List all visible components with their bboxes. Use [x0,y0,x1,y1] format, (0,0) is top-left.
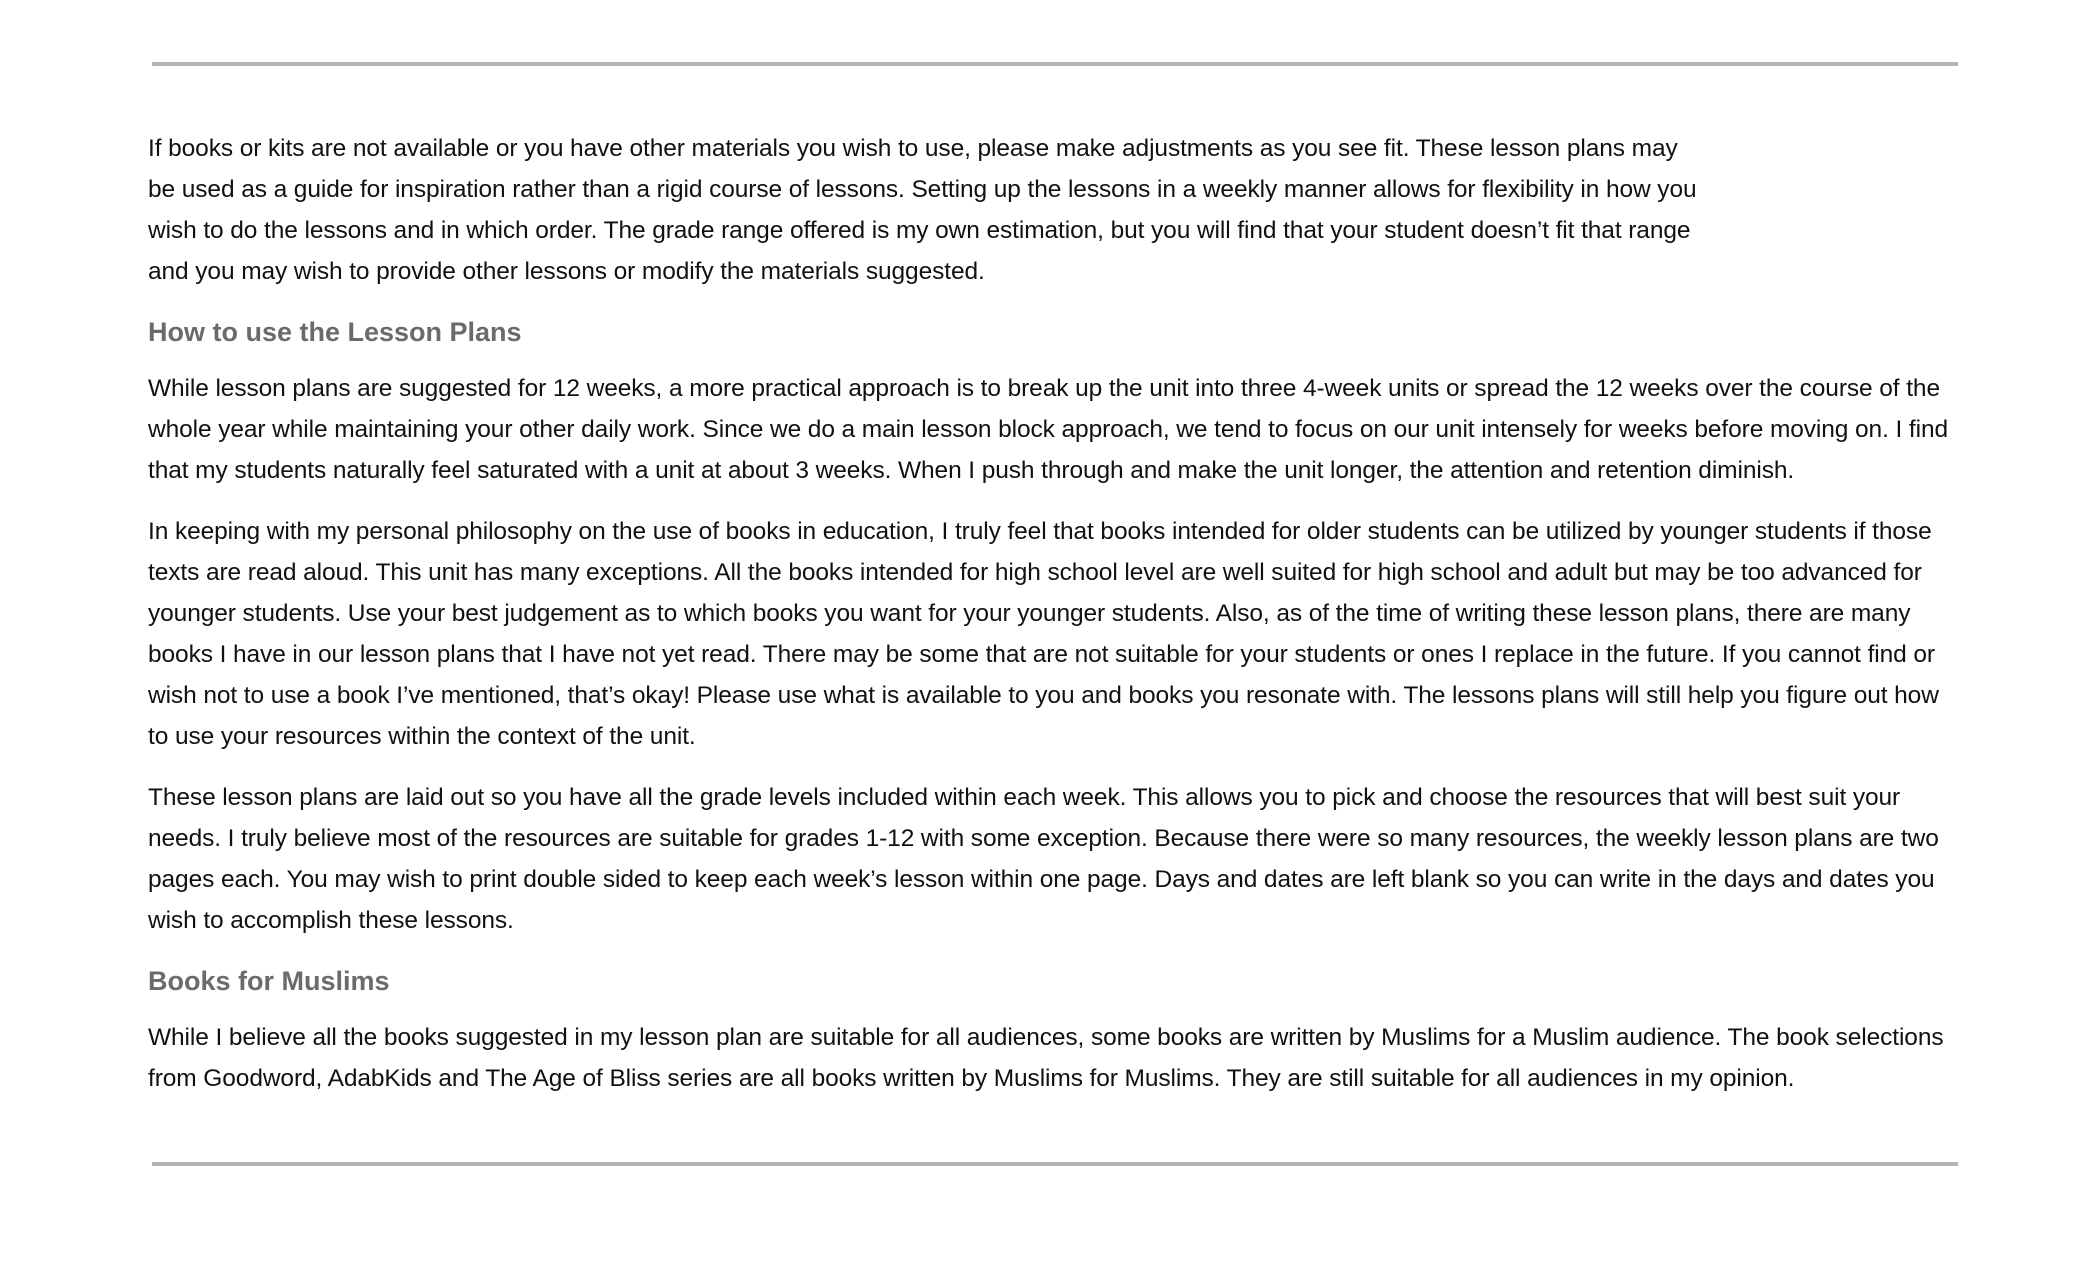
top-divider [152,62,1958,66]
document-body [148,128,1958,1119]
intro-paragraph: If books or kits are not available or you have other materials you wish to use, please make adjustments as you see fit. These lesson plans may be used as a guide for inspiration rather than a rigid course of lessons. Setting up the lessons in a weekly manner allows for flexibility in how you wish to do the lessons and in which order. The grade range offered is my own estimation, but you will find that your student doesn’t fit that range and you may wish to provide other lessons or modify the materials suggested. [148,135,1697,285]
how-to-paragraph-3: These lesson plans are laid out so you have all the grade levels included within each week. This allows you to pick and choose the resources that will best suit your needs. I truly believe most of the resources are suitable for grades 1-12 with some exception. Because there were so many resources, the weekly lesson plans are two pages each. You may wish to print double sided to keep each week’s lesson within one page. Days and dates are left blank so you can write in the days and dates you wish to accomplish these lessons. [148,784,1939,934]
section-heading-how-to-use: How to use the Lesson Plans [148,317,522,347]
muslims-paragraph: While I believe all the books suggested in my lesson plan are suitable for all audiences, some books are written by Muslims for a Muslim audience. The book selections from Goodword, AdabKids and The Age of Bliss series are all books written by Muslims for Muslims. They are still suitable for all audiences in my opinion. [148,1024,1944,1092]
section-heading-books-for-muslims: Books for Muslims [148,966,390,996]
how-to-paragraph-2: In keeping with my personal philosophy on the use of books in education, I truly feel that books intended for older students can be utilized by younger students if those texts are read aloud. This unit has many exceptions. All the books intended for high school level are well suited for high school and adult but may be too advanced for younger students. Use your best judgement as to which books you want for your younger students. Also, as of the time of writing these lesson plans, there are many books I have in our lesson plans that I have not yet read. There may be some that are not suitable for your students or ones I replace in the future. If you cannot find or wish not to use a book I’ve mentioned, that’s okay! Please use what is available to you and books you resonate with. The lessons plans will still help you figure out how to use your resources within the context of the unit. [148,518,1939,750]
how-to-paragraph-1: While lesson plans are suggested for 12 weeks, a more practical approach is to break up the unit into three 4-week units or spread the 12 weeks over the course of the whole year while maintaining your other daily work. Since we do a main lesson block approach, we tend to focus on our unit intensely for weeks before moving on. I find that my students naturally feel saturated with a unit at about 3 weeks. When I push through and make the unit longer, the attention and retention diminish. [148,375,1949,484]
bottom-divider [152,1162,1958,1166]
